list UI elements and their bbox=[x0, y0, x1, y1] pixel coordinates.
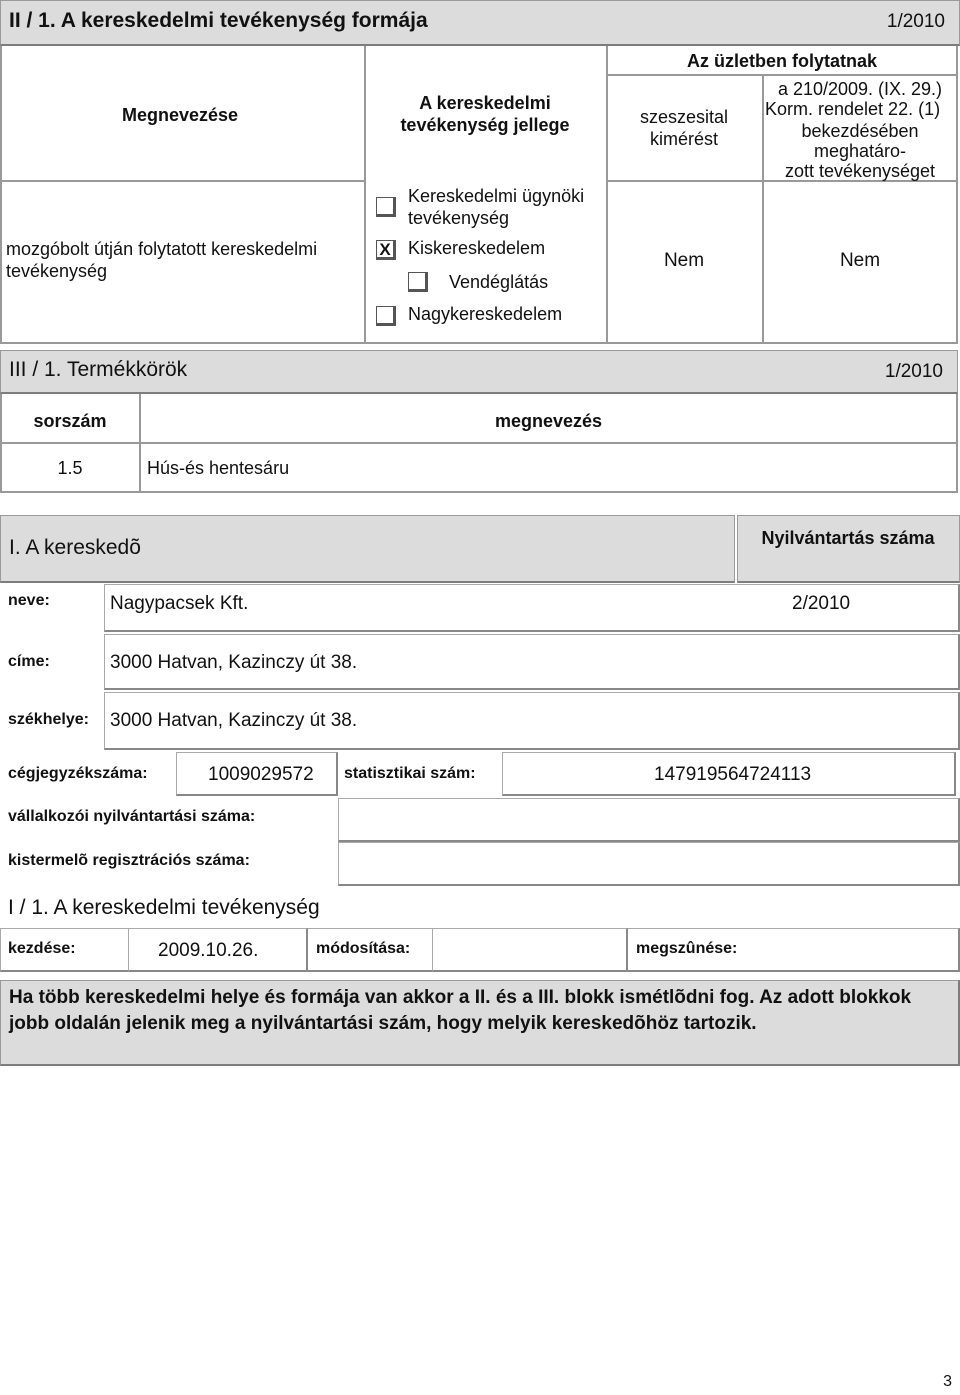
entrepreneur-label: vállalkozói nyilvántartási száma: bbox=[8, 808, 256, 825]
section2-title: II / 1. A kereskedelmi tevékenység formája bbox=[9, 9, 428, 32]
section2-year: 1/2010 bbox=[886, 11, 945, 32]
col-decree-line3: bekezdésében bbox=[801, 121, 919, 141]
product-name: Hús-és hentesáru bbox=[147, 458, 290, 478]
info-note: Ha több kereskedelmi helye és formája van akkor a II. és a III. blokk ismétlõdni fog. Az adott blokkok jobb oldalán jelenik meg a nyilvántartási szám, hogy melyik kereskedõhöz tartozik. bbox=[0, 980, 960, 1066]
col-number-header: sorszám bbox=[33, 411, 107, 431]
registration-header bbox=[737, 515, 960, 583]
page-number: 3 bbox=[943, 1373, 952, 1390]
col-shop-header: Az üzletben folytatnak bbox=[686, 51, 878, 71]
checkbox-wholesale[interactable] bbox=[376, 306, 396, 326]
termination-label: megszûnése: bbox=[636, 940, 738, 957]
section3-year: 1/2010 bbox=[884, 361, 943, 382]
activity-section-title: I / 1. A kereskedelmi tevékenység bbox=[8, 896, 320, 919]
product-number: 1.5 bbox=[57, 458, 83, 478]
col-alcohol-header: szeszesital kimérést bbox=[639, 107, 729, 149]
name-value: Nagypacsek Kft. bbox=[110, 593, 249, 614]
address-label: címe: bbox=[8, 653, 50, 670]
option-catering-label: Vendéglátás bbox=[449, 272, 549, 292]
modification-field bbox=[432, 928, 628, 972]
col-product-header: megnevezés bbox=[494, 411, 603, 431]
option-agent-label: Kereskedelmi ügynöki tevékenység bbox=[408, 186, 585, 228]
trader-title: I. A kereskedõ bbox=[9, 536, 141, 559]
checkbox-retail[interactable]: X bbox=[376, 240, 396, 260]
product-table bbox=[0, 394, 960, 494]
modification-label: módosítása: bbox=[316, 940, 411, 957]
registration-header-text: Nyilvántartás száma bbox=[761, 528, 935, 548]
activity-name: mozgóbolt útján folytatott kereskedelmi tevékenység bbox=[6, 239, 318, 281]
name-label: neve: bbox=[8, 592, 50, 609]
seat-label: székhelye: bbox=[8, 711, 89, 728]
option-retail-label: Kiskereskedelem bbox=[408, 238, 546, 258]
registration-value: 2/2010 bbox=[792, 593, 851, 614]
section3-header bbox=[0, 350, 958, 394]
start-value: 2009.10.26. bbox=[158, 940, 259, 961]
company-reg-label: cégjegyzékszáma: bbox=[8, 765, 148, 782]
col-decree-line5: zott tevékenységet bbox=[784, 161, 936, 181]
section3-title: III / 1. Termékkörök bbox=[9, 358, 188, 381]
decree-value: Nem bbox=[839, 250, 881, 271]
col-type-header: A kereskedelmi tevékenység jellege bbox=[400, 93, 570, 135]
section2-header bbox=[0, 0, 960, 46]
entrepreneur-field bbox=[338, 798, 960, 842]
alcohol-value: Nem bbox=[663, 250, 705, 271]
checkbox-catering[interactable] bbox=[408, 272, 428, 292]
farmer-label: kistermelõ regisztrációs száma: bbox=[8, 852, 250, 869]
trader-header bbox=[0, 515, 735, 583]
seat-value: 3000 Hatvan, Kazinczy út 38. bbox=[110, 710, 358, 731]
company-reg-value: 1009029572 bbox=[208, 764, 314, 785]
col-decree-line4: meghatáro- bbox=[813, 141, 907, 161]
col-decree-line2: Korm. rendelet 22. (1) bbox=[765, 99, 941, 119]
start-label: kezdése: bbox=[8, 940, 76, 957]
farmer-field bbox=[338, 842, 960, 886]
option-wholesale-label: Nagykereskedelem bbox=[408, 304, 563, 324]
checkbox-agent[interactable] bbox=[376, 197, 396, 217]
col-name-header: Megnevezése bbox=[121, 105, 239, 125]
stat-number-value: 147919564724113 bbox=[654, 764, 812, 785]
address-value: 3000 Hatvan, Kazinczy út 38. bbox=[110, 652, 358, 673]
stat-number-label: statisztikai szám: bbox=[344, 765, 476, 782]
col-decree-line1: a 210/2009. (IX. 29.) bbox=[777, 79, 943, 99]
